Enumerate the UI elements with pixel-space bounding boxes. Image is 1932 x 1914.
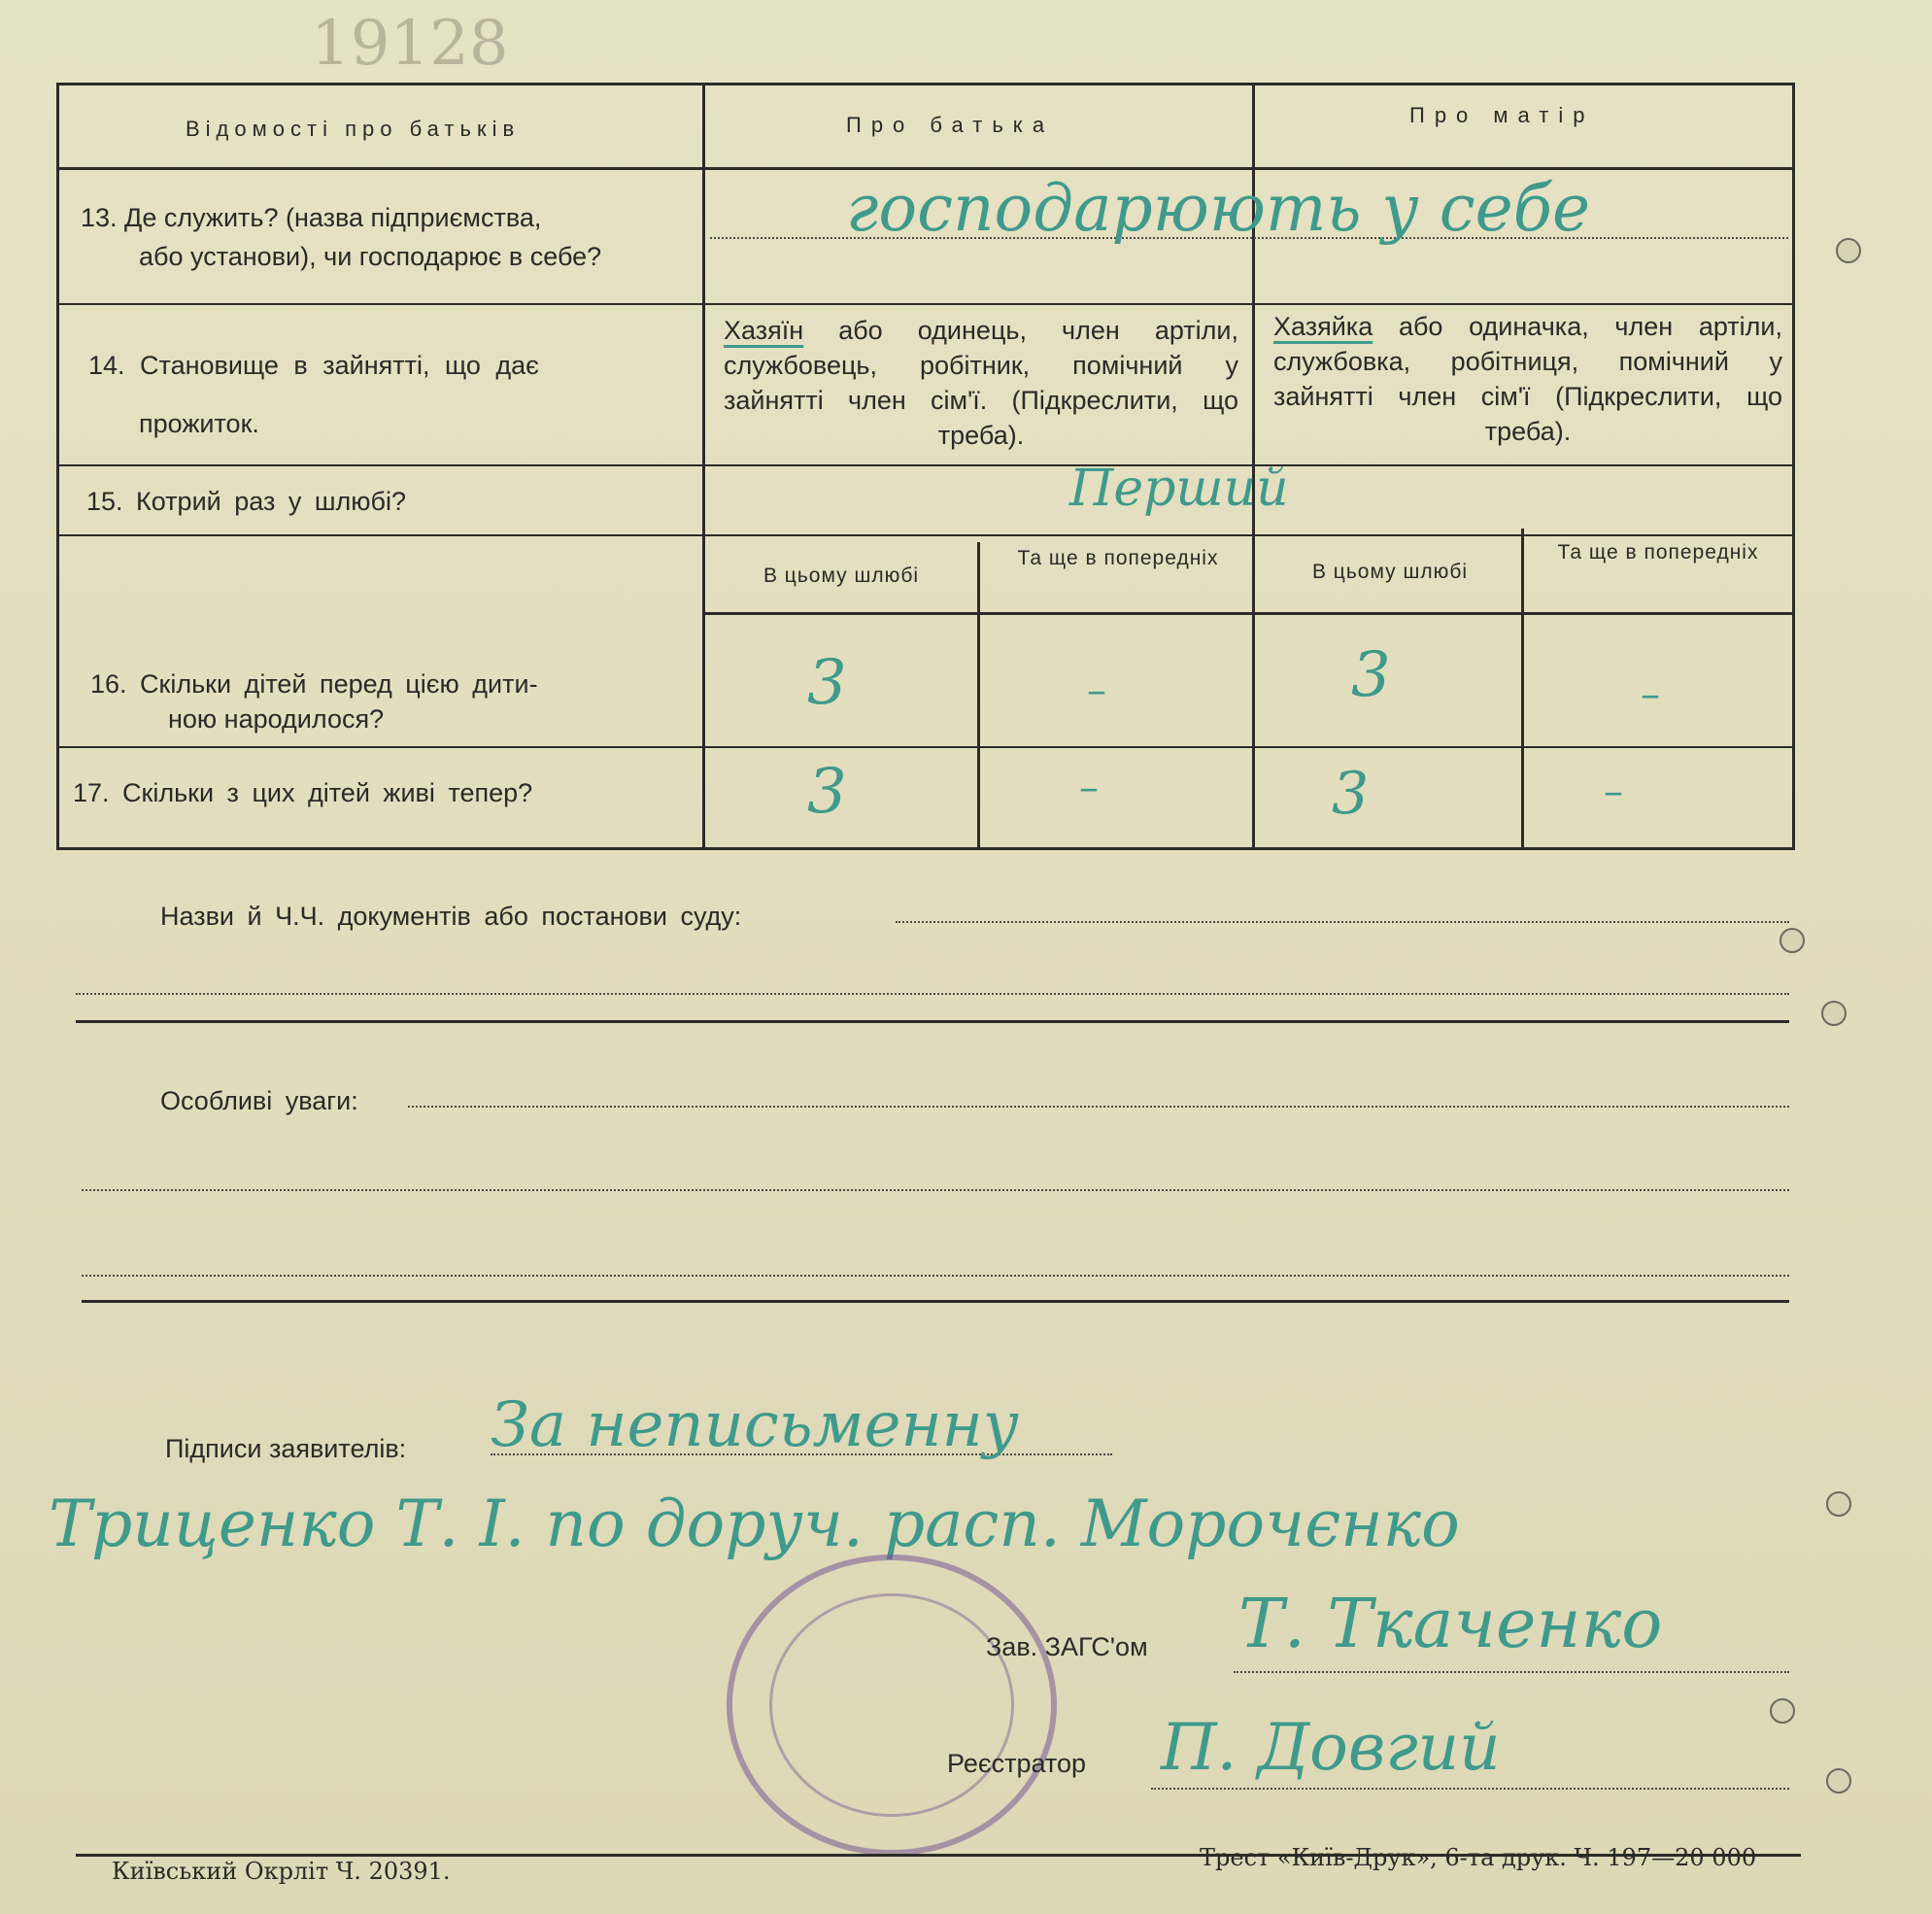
punch-hole (1779, 928, 1805, 953)
q14-father-options: Хазяїн або одинець, член артіли, службовець, робітник, помічний у зайнятті член сім'ї. (Підкреслити, що треба). (724, 316, 1238, 450)
q16-label-line2: ною народилося? (168, 704, 385, 734)
punch-hole (1770, 1698, 1795, 1724)
q15-answer: Перший (1069, 460, 1289, 518)
pencil-number: 19128 (311, 8, 509, 80)
q16-label-line1: 16. Скільки дітей перед цією дити- (90, 669, 538, 699)
subheader-father-this-marriage: В цьому шлюбі (763, 564, 920, 587)
q14-label-line1: 14. Становище в зайнятті, що дає (88, 351, 539, 380)
punch-hole (1821, 1001, 1847, 1026)
subheader-mother-this-marriage: В цьому шлюбі (1311, 561, 1469, 583)
subheader-mother-previous: Та ще в попередніх (1557, 541, 1759, 564)
q17-mother-prev: – (1604, 769, 1623, 814)
zags-head-label: Зав. ЗАГС'ом (986, 1632, 1148, 1661)
header-father: Про батька (846, 113, 1055, 137)
punch-hole (1826, 1768, 1851, 1794)
q17-mother-this: 3 (1332, 760, 1370, 828)
registrar-signature: П. Довгий (1161, 1710, 1501, 1785)
punch-hole (1836, 238, 1861, 263)
q17-father-prev: – (1079, 766, 1099, 810)
q14-mother-options: Хазяйка або одиначка, член артіли, службовка, робітниця, помічний у зайнятті член сім'ї (Підкреслити, що треба). (1273, 312, 1782, 446)
q15-label: 15. Котрий раз у шлюбі? (86, 487, 406, 516)
q16-mother-prev: – (1641, 672, 1660, 717)
applicant-signature-line2: Триценко Т. І. по доруч. расп. Морочєнко (49, 1487, 1460, 1561)
parents-info-table (56, 83, 1795, 850)
notes-label: Особливі уваги: (160, 1086, 358, 1115)
q17-label: 17. Скільки з цих дітей живі тепер? (73, 778, 533, 807)
q16-father-this: 3 (807, 647, 847, 719)
punch-hole (1826, 1491, 1851, 1517)
footer-printer-right: Трест «Київ-Друк», 6-та друк. Ч. 197—20 000 (1200, 1844, 1757, 1871)
official-stamp (727, 1555, 1057, 1856)
q17-father-this: 3 (807, 756, 847, 828)
q16-father-prev: – (1087, 668, 1106, 713)
q14-mother-choice: Хазяйка (1273, 312, 1373, 341)
q16-mother-this: 3 (1351, 639, 1391, 711)
documents-label: Назви й Ч.Ч. документів або постанови суду: (160, 902, 742, 931)
q13-label-line2: або установи), чи господарює в себе? (139, 242, 602, 271)
applicant-signature-line1: За неписьменну (491, 1389, 1019, 1461)
q13-label-line1: 13. Де служить? (назва підприємства, (81, 203, 542, 232)
signatures-label: Підписи заявителів: (165, 1434, 407, 1463)
registrar-label: Реєстратор (947, 1749, 1087, 1778)
q14-label-line2: прожиток. (139, 409, 259, 438)
header-parents-info: Відомості про батьків (186, 117, 521, 141)
header-mother: Про матір (1409, 103, 1595, 127)
q13-answer: господарюють у себе (846, 171, 1591, 246)
zags-head-signature: Т. Ткаченко (1238, 1584, 1663, 1663)
q14-father-choice: Хазяїн (724, 316, 804, 345)
subheader-father-previous: Та ще в попередніх (1017, 547, 1219, 569)
footer-printer-left: Київський Окрліт Ч. 20391. (112, 1858, 451, 1885)
